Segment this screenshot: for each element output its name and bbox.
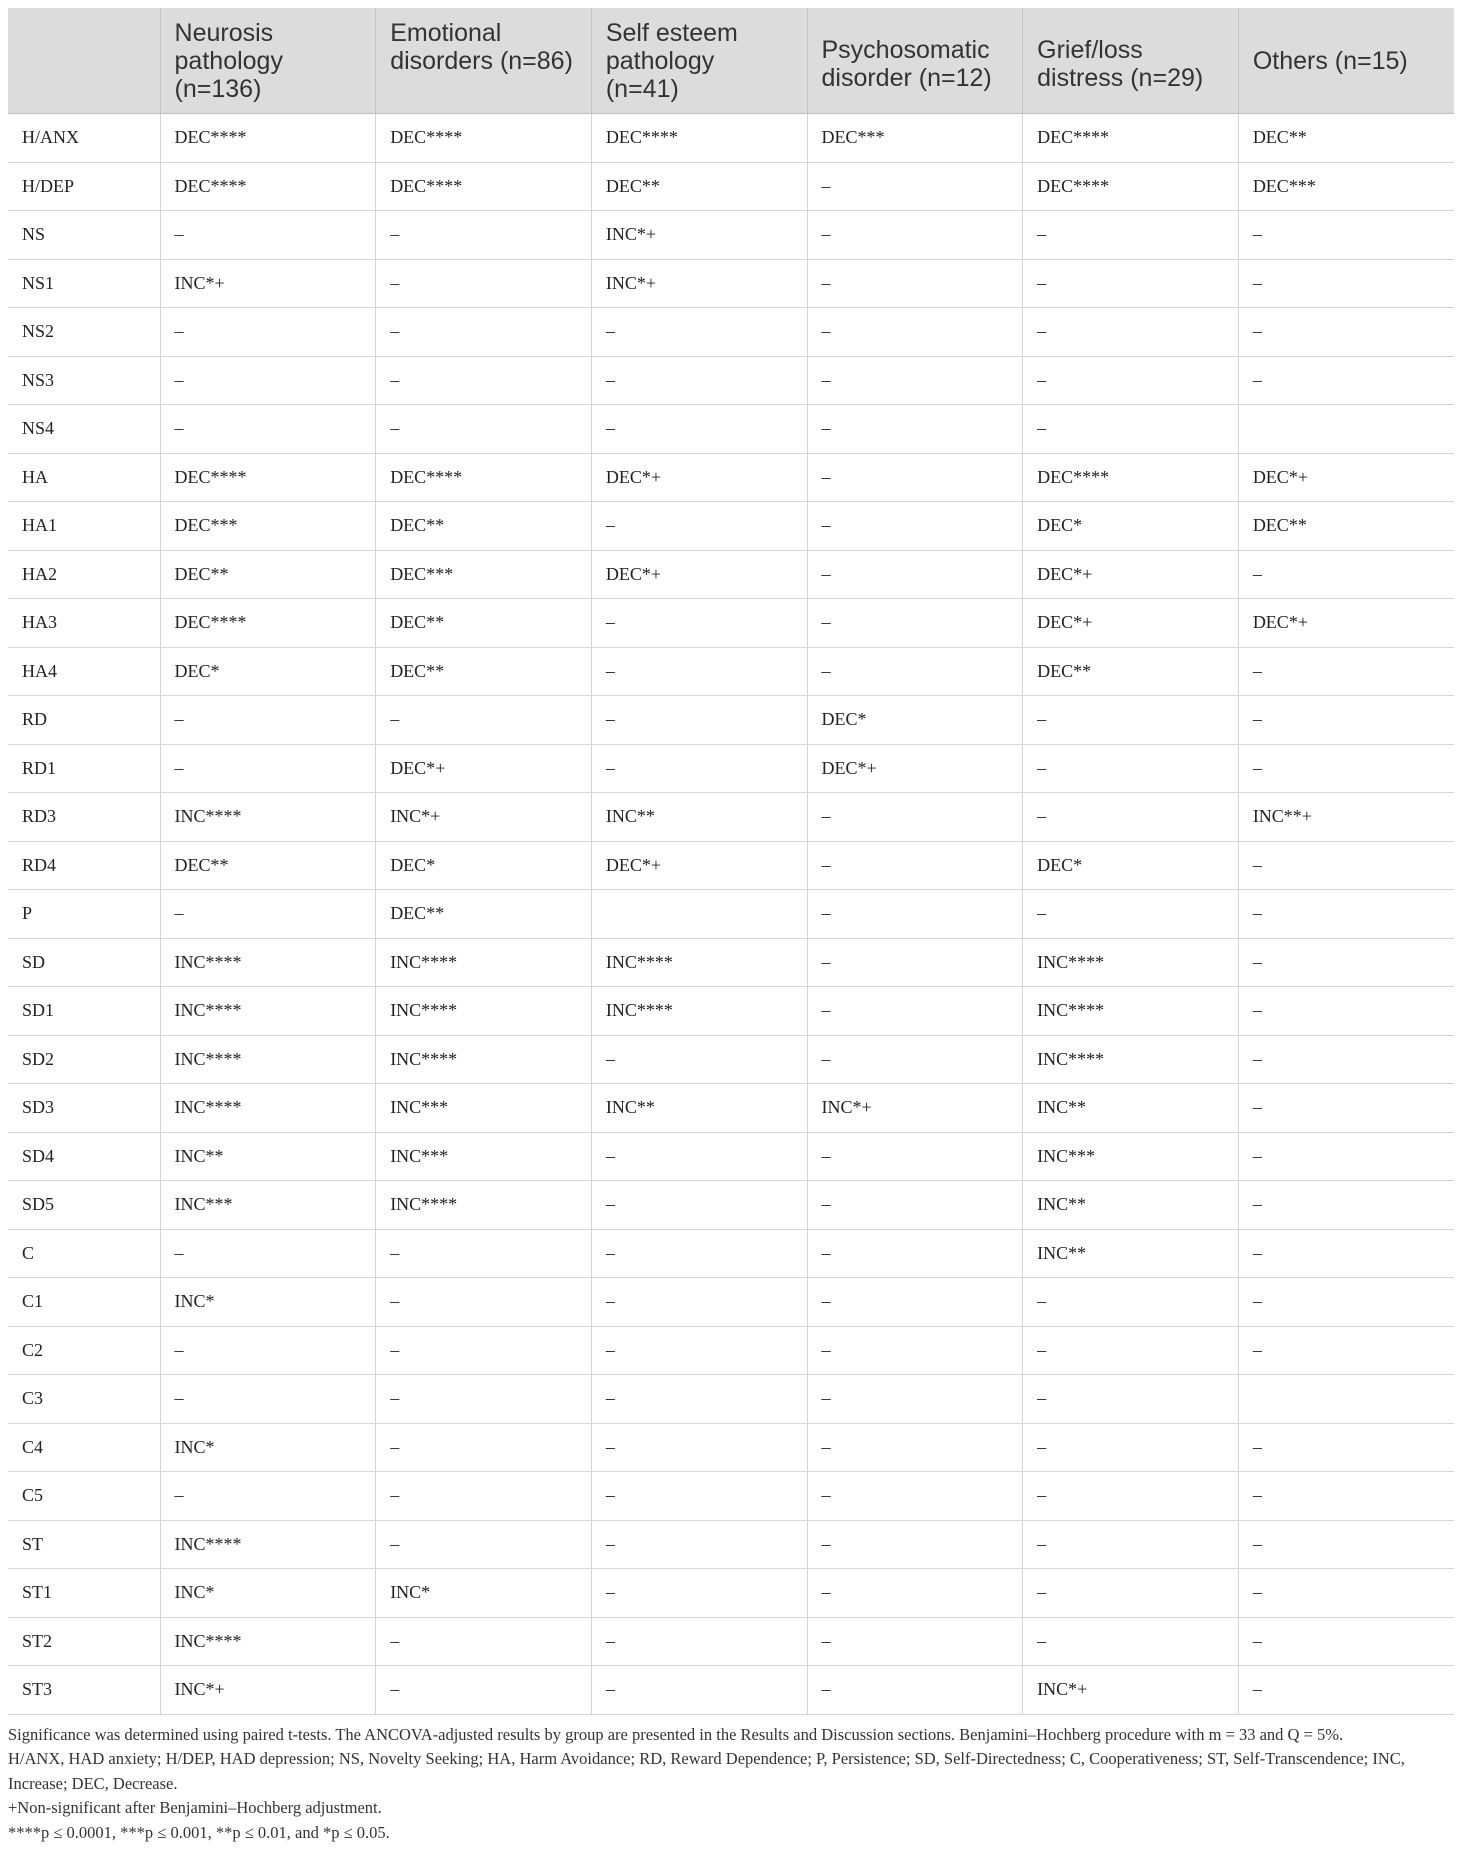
result-cell: DEC*+ <box>376 744 592 793</box>
result-cell: – <box>591 1569 807 1618</box>
result-cell: – <box>376 405 592 454</box>
table-row <box>8 1569 1454 1618</box>
result-cell: DEC** <box>376 890 592 939</box>
result-cell: DEC*+ <box>591 453 807 502</box>
row-label-cell: HA <box>8 453 160 502</box>
result-cell: – <box>591 1423 807 1472</box>
table-row <box>8 744 1454 793</box>
result-cell: DEC** <box>591 162 807 211</box>
table-row <box>8 793 1454 842</box>
header-emotional-disorders: Emotional disorders (n=86) <box>376 8 592 114</box>
row-label-cell: HA2 <box>8 550 160 599</box>
result-cell: – <box>807 1229 1023 1278</box>
result-cell: INC*** <box>376 1084 592 1133</box>
result-cell: INC*+ <box>376 793 592 842</box>
result-cell: DEC**** <box>376 453 592 502</box>
table-row <box>8 1520 1454 1569</box>
header-cell-blank <box>8 8 160 114</box>
result-cell: INC**** <box>160 1035 376 1084</box>
result-cell: – <box>1238 647 1454 696</box>
result-cell: – <box>376 308 592 357</box>
result-cell: INC* <box>160 1278 376 1327</box>
result-cell: – <box>1238 1084 1454 1133</box>
result-cell: – <box>807 1278 1023 1327</box>
result-cell: – <box>807 211 1023 260</box>
result-cell: – <box>591 1181 807 1230</box>
result-cell: – <box>807 1326 1023 1375</box>
result-cell: – <box>1238 1181 1454 1230</box>
result-cell <box>1238 405 1454 454</box>
result-cell: DEC** <box>376 599 592 648</box>
result-cell: – <box>376 1666 592 1715</box>
header-neurosis-pathology: Neurosis pathology (n=136) <box>160 8 376 114</box>
table-row <box>8 696 1454 745</box>
result-cell: INC*+ <box>160 1666 376 1715</box>
result-cell: INC** <box>1023 1229 1239 1278</box>
result-cell: INC**** <box>160 1617 376 1666</box>
result-cell: DEC**** <box>160 453 376 502</box>
result-cell: – <box>1238 1472 1454 1521</box>
row-label-cell: NS2 <box>8 308 160 357</box>
header-self-esteem-pathology: Self esteem pathology (n=41) <box>591 8 807 114</box>
result-cell: – <box>160 1326 376 1375</box>
header-row <box>8 8 1454 114</box>
result-cell: DEC*** <box>376 550 592 599</box>
result-cell: DEC** <box>160 550 376 599</box>
row-label-cell: SD1 <box>8 987 160 1036</box>
table-footnotes <box>8 1723 1454 1846</box>
result-cell: – <box>376 356 592 405</box>
result-cell: – <box>807 1666 1023 1715</box>
result-cell: DEC** <box>376 647 592 696</box>
table-row <box>8 1181 1454 1230</box>
row-label-cell: ST <box>8 1520 160 1569</box>
result-cell: – <box>1238 1423 1454 1472</box>
result-cell: – <box>1238 938 1454 987</box>
row-label-cell: RD <box>8 696 160 745</box>
header-psychosomatic-disorder: Psychosomatic disorder (n=12) <box>807 8 1023 114</box>
result-cell: DEC*** <box>160 502 376 551</box>
row-label-cell: NS3 <box>8 356 160 405</box>
result-cell: – <box>807 987 1023 1036</box>
result-cell: – <box>376 1229 592 1278</box>
row-label-cell: C <box>8 1229 160 1278</box>
result-cell: INC*+ <box>591 259 807 308</box>
result-cell: INC** <box>1023 1181 1239 1230</box>
result-cell: INC*+ <box>807 1084 1023 1133</box>
table-row <box>8 259 1454 308</box>
result-cell: DEC**** <box>376 162 592 211</box>
result-cell: – <box>1238 308 1454 357</box>
row-label-cell: C2 <box>8 1326 160 1375</box>
result-cell: INC*+ <box>160 259 376 308</box>
result-cell: – <box>1023 356 1239 405</box>
result-cell: INC**+ <box>1238 793 1454 842</box>
table-container <box>8 8 1454 1845</box>
result-cell: DEC* <box>807 696 1023 745</box>
row-label-cell: ST1 <box>8 1569 160 1618</box>
row-label-cell: C1 <box>8 1278 160 1327</box>
result-cell: – <box>376 1472 592 1521</box>
result-cell: DEC**** <box>160 599 376 648</box>
result-cell: – <box>591 744 807 793</box>
result-cell: – <box>376 1375 592 1424</box>
result-cell: DEC**** <box>591 114 807 163</box>
result-cell: – <box>807 1617 1023 1666</box>
result-cell: – <box>591 1375 807 1424</box>
result-cell: INC**** <box>376 1035 592 1084</box>
result-cell: INC**** <box>591 938 807 987</box>
row-label-cell: HA3 <box>8 599 160 648</box>
result-cell: DEC**** <box>376 114 592 163</box>
result-cell: – <box>1238 550 1454 599</box>
table-row <box>8 841 1454 890</box>
result-cell: – <box>591 1617 807 1666</box>
result-cell: DEC** <box>1238 114 1454 163</box>
table-row <box>8 1423 1454 1472</box>
result-cell: – <box>1023 1472 1239 1521</box>
result-cell: – <box>160 1472 376 1521</box>
result-cell: – <box>376 696 592 745</box>
result-cell: INC** <box>591 1084 807 1133</box>
result-cell: – <box>807 1035 1023 1084</box>
result-cell: – <box>160 890 376 939</box>
result-cell: INC*** <box>160 1181 376 1230</box>
result-cell: – <box>376 1617 592 1666</box>
result-cell: – <box>1238 1666 1454 1715</box>
result-cell: – <box>1023 696 1239 745</box>
result-cell: INC* <box>376 1569 592 1618</box>
row-label-cell: NS <box>8 211 160 260</box>
result-cell: INC*+ <box>1023 1666 1239 1715</box>
result-cell: DEC*+ <box>591 841 807 890</box>
table-row <box>8 162 1454 211</box>
row-label-cell: ST3 <box>8 1666 160 1715</box>
result-cell: INC* <box>160 1423 376 1472</box>
result-cell: – <box>1023 793 1239 842</box>
result-cell: – <box>160 405 376 454</box>
table-row <box>8 599 1454 648</box>
result-cell: INC**** <box>1023 938 1239 987</box>
result-cell: INC* <box>160 1569 376 1618</box>
result-cell: DEC**** <box>1023 453 1239 502</box>
result-cell: – <box>1238 1278 1454 1327</box>
row-label-cell: C3 <box>8 1375 160 1424</box>
result-cell: DEC* <box>1023 502 1239 551</box>
result-cell <box>1238 1375 1454 1424</box>
result-cell: INC**** <box>160 987 376 1036</box>
result-cell: DEC*+ <box>1238 453 1454 502</box>
table-row <box>8 1035 1454 1084</box>
result-cell: – <box>807 453 1023 502</box>
result-cell: INC**** <box>376 1181 592 1230</box>
result-cell: – <box>1023 1375 1239 1424</box>
table-row <box>8 1375 1454 1424</box>
result-cell: – <box>591 308 807 357</box>
table-row <box>8 211 1454 260</box>
result-cell: – <box>1023 1278 1239 1327</box>
result-cell: – <box>1023 1423 1239 1472</box>
result-cell: – <box>807 1472 1023 1521</box>
row-label-cell: HA1 <box>8 502 160 551</box>
table-row <box>8 1666 1454 1715</box>
result-cell: – <box>1023 308 1239 357</box>
table-body <box>8 114 1454 1715</box>
result-cell: – <box>807 405 1023 454</box>
result-cell: – <box>160 1375 376 1424</box>
result-cell: – <box>807 550 1023 599</box>
result-cell: INC**** <box>376 938 592 987</box>
result-cell: – <box>1023 1569 1239 1618</box>
footnote-non-significant: +Non-significant after Benjamini–Hochberg adjustment. <box>8 1798 382 1817</box>
result-cell: – <box>807 599 1023 648</box>
result-cell: – <box>160 1229 376 1278</box>
table-row <box>8 550 1454 599</box>
row-label-cell: HA4 <box>8 647 160 696</box>
result-cell: – <box>1238 356 1454 405</box>
result-cell: – <box>160 308 376 357</box>
result-cell: – <box>1238 1569 1454 1618</box>
result-cell: DEC*+ <box>1023 550 1239 599</box>
result-cell: – <box>591 696 807 745</box>
result-cell: – <box>1023 259 1239 308</box>
row-label-cell: SD4 <box>8 1132 160 1181</box>
result-cell: DEC**** <box>160 114 376 163</box>
result-cell: – <box>807 162 1023 211</box>
row-label-cell: C5 <box>8 1472 160 1521</box>
result-cell: – <box>1238 987 1454 1036</box>
result-cell: – <box>1023 1326 1239 1375</box>
result-cell: DEC*+ <box>591 550 807 599</box>
result-cell: – <box>160 696 376 745</box>
table-row <box>8 1472 1454 1521</box>
result-cell: DEC* <box>1023 841 1239 890</box>
result-cell: – <box>1238 890 1454 939</box>
result-cell: – <box>376 1326 592 1375</box>
row-label-cell: H/DEP <box>8 162 160 211</box>
result-cell: – <box>376 1520 592 1569</box>
result-cell: INC**** <box>160 1084 376 1133</box>
row-label-cell: C4 <box>8 1423 160 1472</box>
result-cell: DEC** <box>1238 502 1454 551</box>
result-cell: – <box>376 1278 592 1327</box>
result-cell: – <box>807 1423 1023 1472</box>
table-row <box>8 1326 1454 1375</box>
table-row <box>8 405 1454 454</box>
result-cell: – <box>1238 1229 1454 1278</box>
row-label-cell: SD5 <box>8 1181 160 1230</box>
result-cell: INC** <box>1023 1084 1239 1133</box>
result-cell: DEC*+ <box>1238 599 1454 648</box>
result-cell: – <box>1023 890 1239 939</box>
result-cell: – <box>1238 841 1454 890</box>
result-cell: DEC** <box>376 502 592 551</box>
result-cell: – <box>591 1666 807 1715</box>
result-cell: INC** <box>160 1132 376 1181</box>
result-cell: – <box>1238 1132 1454 1181</box>
result-cell: DEC*+ <box>1023 599 1239 648</box>
table-row <box>8 502 1454 551</box>
result-cell: INC**** <box>160 1520 376 1569</box>
result-cell: DEC*** <box>1238 162 1454 211</box>
result-cell: – <box>807 1132 1023 1181</box>
result-cell: – <box>807 1181 1023 1230</box>
result-cell: INC**** <box>160 938 376 987</box>
result-cell: – <box>807 1520 1023 1569</box>
row-label-cell: SD <box>8 938 160 987</box>
result-cell: – <box>591 647 807 696</box>
result-cell: – <box>1023 405 1239 454</box>
table-row <box>8 1084 1454 1133</box>
result-cell: – <box>591 1520 807 1569</box>
result-cell: INC**** <box>1023 1035 1239 1084</box>
result-cell: – <box>591 405 807 454</box>
result-cell: – <box>807 308 1023 357</box>
result-cell: INC**** <box>591 987 807 1036</box>
result-cell: – <box>376 211 592 260</box>
result-cell: DEC* <box>160 647 376 696</box>
result-cell: – <box>1238 1326 1454 1375</box>
result-cell: INC** <box>591 793 807 842</box>
result-cell: DEC**** <box>1023 162 1239 211</box>
row-label-cell: ST2 <box>8 1617 160 1666</box>
result-cell: – <box>807 1375 1023 1424</box>
result-cell: – <box>807 356 1023 405</box>
header-grief-loss-distress: Grief/loss distress (n=29) <box>1023 8 1239 114</box>
table-row <box>8 1617 1454 1666</box>
result-cell: – <box>807 647 1023 696</box>
result-cell: INC*** <box>1023 1132 1239 1181</box>
result-cell: – <box>1238 1035 1454 1084</box>
row-label-cell: H/ANX <box>8 114 160 163</box>
row-label-cell: RD1 <box>8 744 160 793</box>
result-cell: – <box>1238 259 1454 308</box>
result-cell: – <box>1023 1520 1239 1569</box>
result-cell: INC**** <box>160 793 376 842</box>
result-cell <box>591 890 807 939</box>
table-row <box>8 890 1454 939</box>
result-cell: INC*+ <box>591 211 807 260</box>
result-cell: INC*** <box>376 1132 592 1181</box>
result-cell: – <box>807 1569 1023 1618</box>
result-cell: – <box>1023 744 1239 793</box>
header-others: Others (n=15) <box>1238 8 1454 114</box>
row-label-cell: P <box>8 890 160 939</box>
footnote-p-values: ****p ≤ 0.0001, ***p ≤ 0.001, **p ≤ 0.01, and *p ≤ 0.05. <box>8 1822 390 1842</box>
row-label-cell: NS1 <box>8 259 160 308</box>
result-cell: – <box>160 356 376 405</box>
result-cell: – <box>591 1229 807 1278</box>
result-cell: – <box>807 793 1023 842</box>
result-cell: – <box>376 259 592 308</box>
result-cell: – <box>807 938 1023 987</box>
table-row <box>8 1229 1454 1278</box>
result-cell: – <box>376 1423 592 1472</box>
result-cell: – <box>807 259 1023 308</box>
table-row <box>8 938 1454 987</box>
result-cell: DEC**** <box>160 162 376 211</box>
result-cell: – <box>591 502 807 551</box>
result-cell: – <box>1023 1617 1239 1666</box>
result-cell: DEC** <box>160 841 376 890</box>
result-cell: – <box>1238 1520 1454 1569</box>
result-cell: DEC** <box>1023 647 1239 696</box>
result-cell: – <box>1238 744 1454 793</box>
table-row <box>8 114 1454 163</box>
result-cell: INC**** <box>376 987 592 1036</box>
result-cell: – <box>807 502 1023 551</box>
result-cell: – <box>1238 211 1454 260</box>
result-cell: – <box>807 890 1023 939</box>
result-cell: – <box>160 211 376 260</box>
table-row <box>8 453 1454 502</box>
result-cell: DEC*** <box>807 114 1023 163</box>
footnote-abbreviations: H/ANX, HAD anxiety; H/DEP, HAD depression; NS, Novelty Seeking; HA, Harm Avoidance; RD, Reward Dependence; P, Persistence; SD, Self-Directedness; C, Cooperativeness; ST, Self-Transcendence; INC, Increase; DEC, Decrease. <box>8 1749 1405 1793</box>
table-row <box>8 308 1454 357</box>
result-cell: – <box>160 744 376 793</box>
row-label-cell: SD2 <box>8 1035 160 1084</box>
result-cell: DEC**** <box>1023 114 1239 163</box>
row-label-cell: RD4 <box>8 841 160 890</box>
table-row <box>8 647 1454 696</box>
table-row <box>8 987 1454 1036</box>
result-cell: INC**** <box>1023 987 1239 1036</box>
result-cell: – <box>1238 1617 1454 1666</box>
table-row <box>8 1132 1454 1181</box>
table-row <box>8 356 1454 405</box>
footnote-significance: Significance was determined using paired t-tests. The ANCOVA-adjusted results by group are presented in the Results and Discussion sections. Benjamini–Hochberg procedure with m = 33 and Q = 5%. <box>8 1724 1344 1744</box>
result-cell: DEC*+ <box>807 744 1023 793</box>
table-row <box>8 1278 1454 1327</box>
result-cell: – <box>591 1326 807 1375</box>
results-table <box>8 8 1454 1715</box>
row-label-cell: RD3 <box>8 793 160 842</box>
row-label-cell: SD3 <box>8 1084 160 1133</box>
result-cell: – <box>807 841 1023 890</box>
result-cell: – <box>591 1035 807 1084</box>
result-cell: – <box>591 599 807 648</box>
result-cell: DEC* <box>376 841 592 890</box>
row-label-cell: NS4 <box>8 405 160 454</box>
result-cell: – <box>591 1472 807 1521</box>
result-cell: – <box>1023 211 1239 260</box>
result-cell: – <box>591 356 807 405</box>
result-cell: – <box>591 1132 807 1181</box>
result-cell: – <box>591 1278 807 1327</box>
result-cell: – <box>1238 696 1454 745</box>
